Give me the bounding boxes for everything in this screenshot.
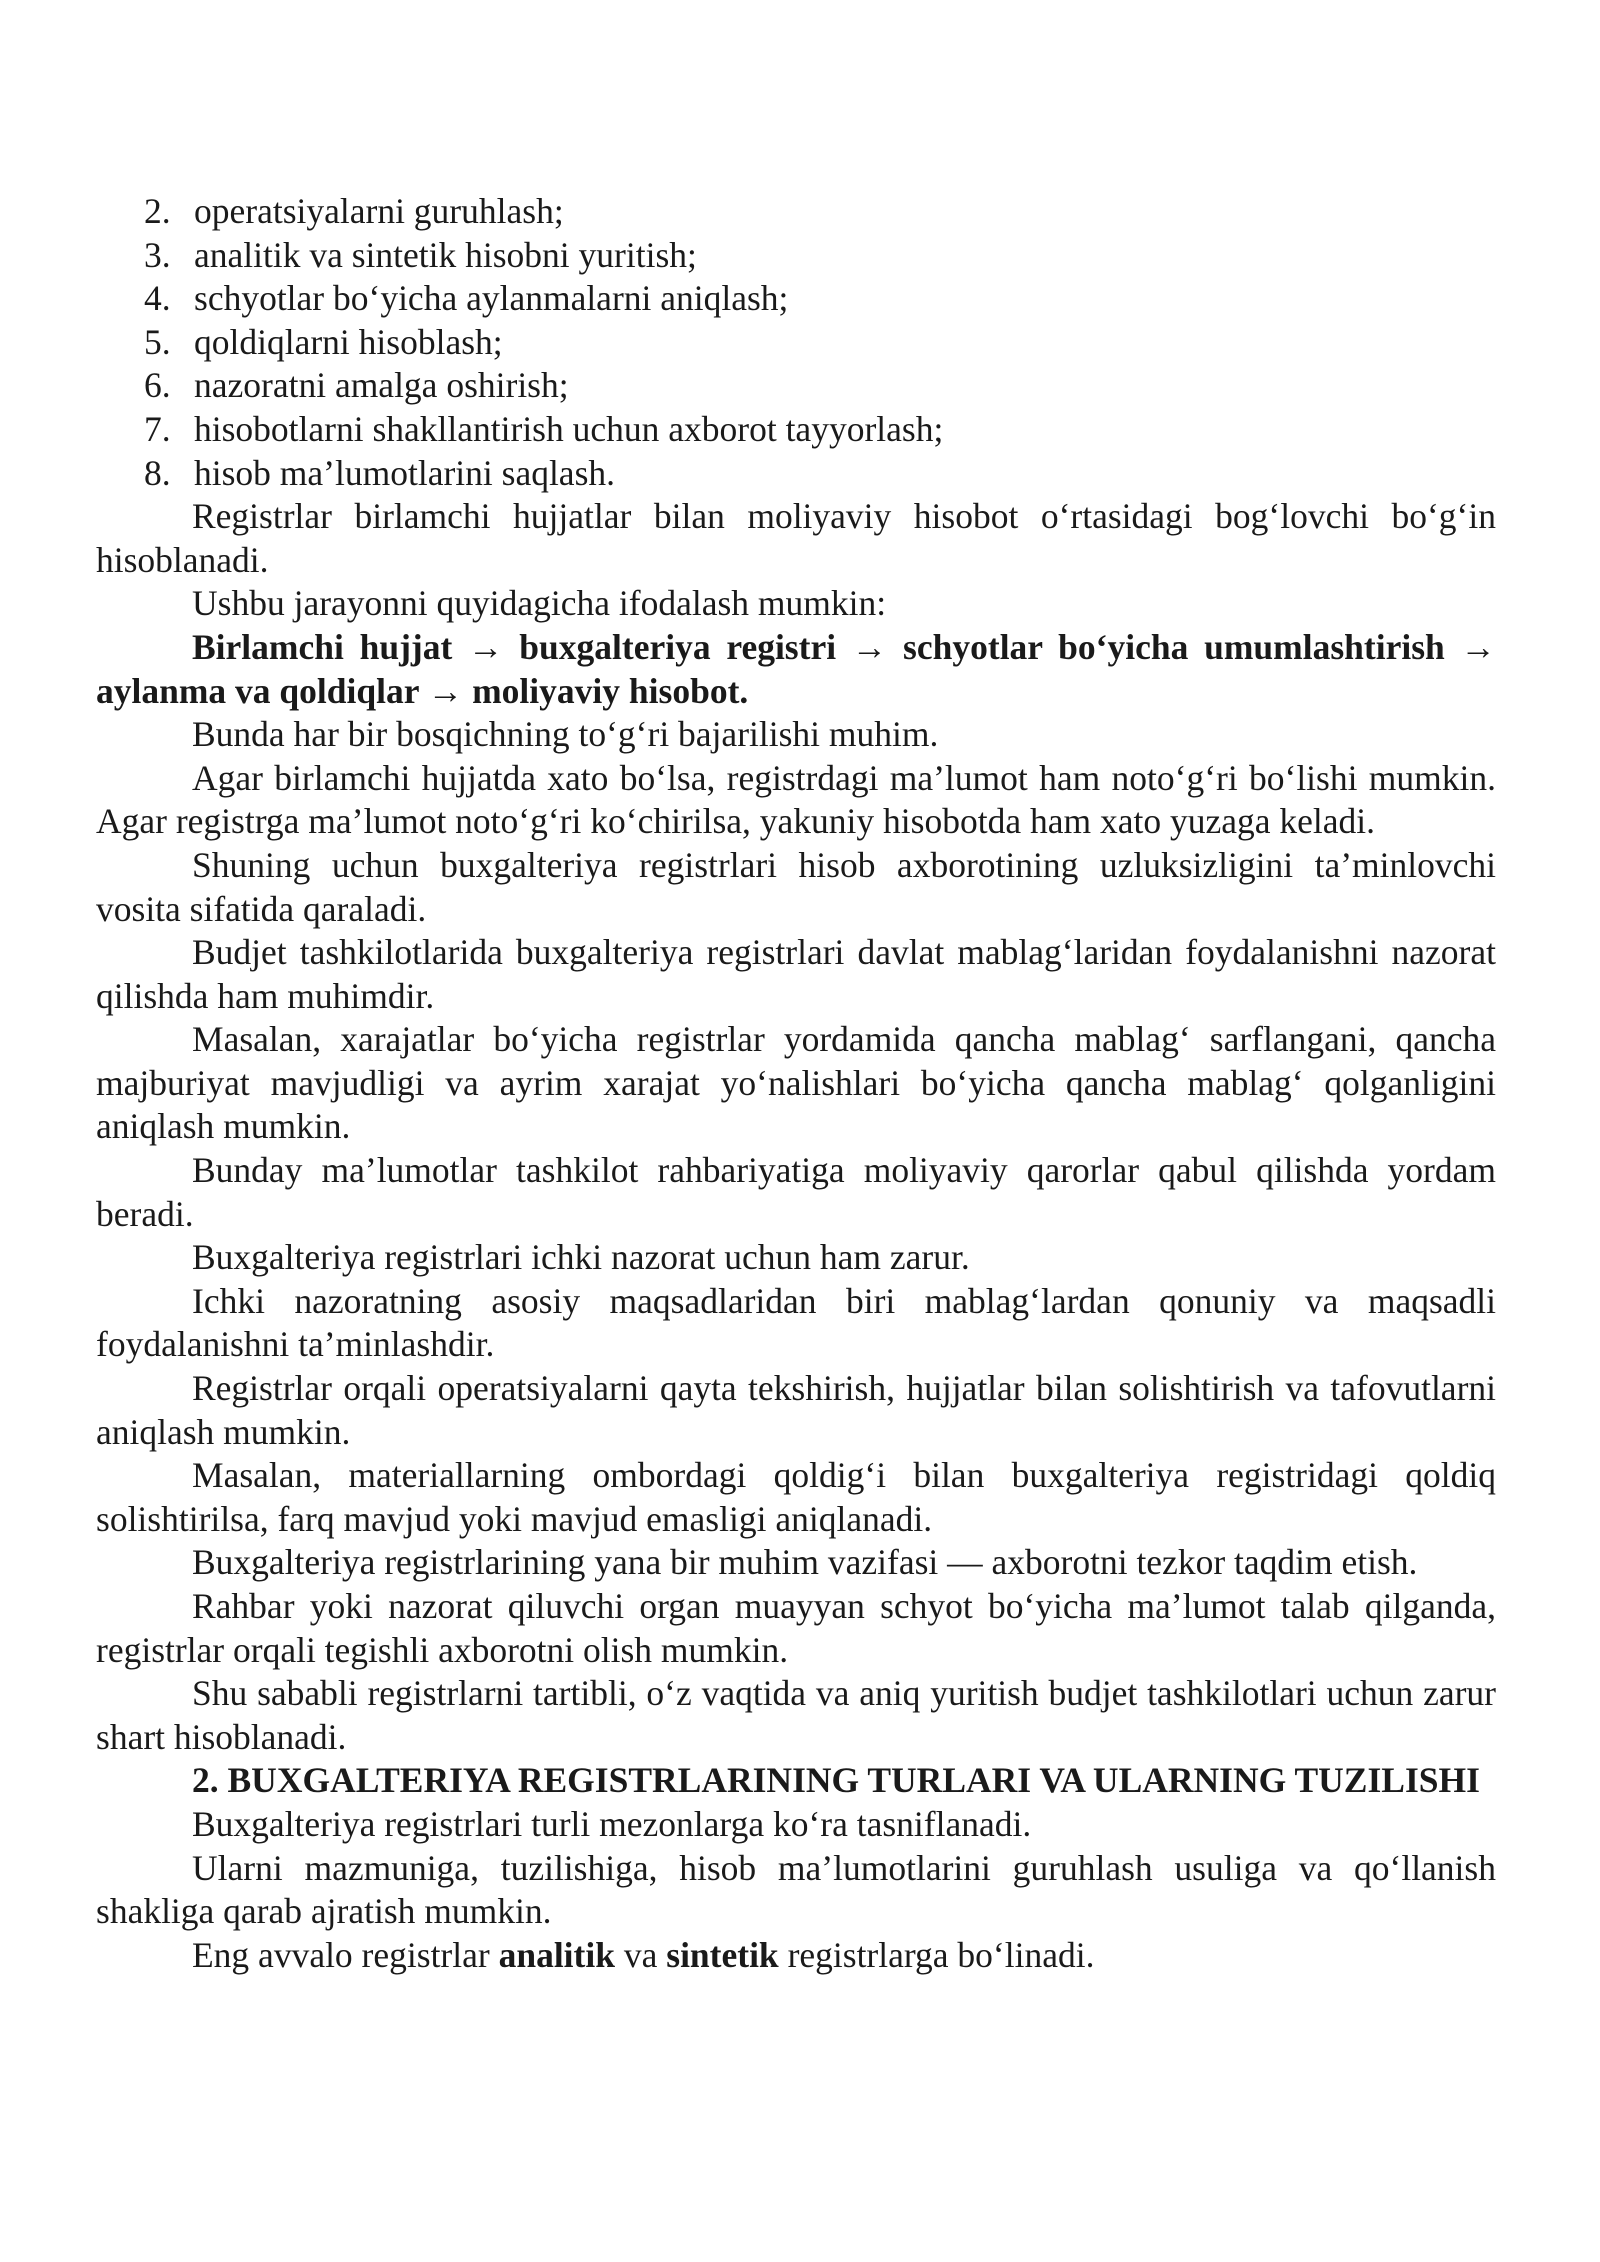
paragraph: Buxgalteriya registrlari turli mezonlarga ko‘ra tasniflanadi. (192, 1803, 1032, 1844)
list-item-text: qoldiqlarni hisoblash; (194, 321, 503, 362)
list-number: 8. (144, 452, 171, 493)
list-item (96, 277, 1496, 321)
numbered-list (96, 190, 1496, 495)
paragraph: Masalan, materiallarning ombordagi qoldig‘i bilan buxgalteriya registridagi qoldiq solishtirilsa, farq mavjud yoki mavjud emasligi aniqlanadi. (96, 1455, 1496, 1539)
paragraph: Ichki nazoratning asosiy maqsadlaridan biri mablag‘lardan qonuniy va maqsadli foydalanishni ta’minlashdir. (96, 1280, 1496, 1365)
list-item-text: operatsiyalarni guruhlash; (194, 191, 564, 231)
list-item (96, 234, 1496, 278)
process-flow: Birlamchi hujjat → buxgalteriya registri → schyotlar bo‘yicha umumlashtirish → aylanma va qoldiqlar → moliyaviy hisobot. (96, 626, 1496, 711)
paragraph: Rahbar yoki nazorat qiluvchi organ muayyan schyot bo‘yicha ma’lumot talab qilganda, registrlar orqali tegishli axborotni olish mumkin. (96, 1586, 1496, 1670)
paragraph: Registrlar birlamchi hujjatlar bilan moliyaviy hisobot o‘rtasidagi bog‘lovchi bo‘g‘in hisoblanadi. (96, 496, 1496, 580)
list-number: 5. (144, 321, 171, 362)
list-item-text: hisobotlarni shakllantirish uchun axborot tayyorlash; (194, 408, 944, 449)
paragraph: Buxgalteriya registrlarining yana bir muhim vazifasi — axborotni tezkor taqdim etish. (192, 1542, 1418, 1583)
document-page (96, 190, 1496, 1977)
paragraph-text: va (614, 1934, 667, 1975)
list-item-text: schyotlar bo‘yicha aylanmalarni aniqlash; (194, 278, 789, 319)
paragraph: Budjet tashkilotlarida buxgalteriya registrlari davlat mablag‘laridan foydalanishni nazorat qilishda ham muhimdir. (96, 932, 1496, 1016)
paragraph: Ushbu jarayonni quyidagicha ifodalash mumkin: (192, 583, 887, 624)
list-number: 6. (144, 365, 171, 406)
paragraph: Bunday ma’lumotlar tashkilot rahbariyatiga moliyaviy qarorlar qabul qilishda yordam beradi. (96, 1150, 1496, 1234)
paragraph: Buxgalteriya registrlari ichki nazorat uchun ham zarur. (192, 1237, 970, 1278)
paragraph: Ularni mazmuniga, tuzilishiga, hisob ma’lumotlarini guruhlash usuliga va qo‘llanish shakliga qarab ajratish mumkin. (96, 1847, 1496, 1932)
bold-term-sintetik: sintetik (666, 1934, 779, 1975)
paragraph: Shuning uchun buxgalteriya registrlari hisob axborotining uzluksizligini ta’minlovchi vosita sifatida qaraladi. (96, 844, 1496, 929)
list-number: 3. (144, 234, 171, 275)
list-number: 2. (144, 191, 171, 231)
paragraph: Shu sababli registrlarni tartibli, o‘z vaqtida va aniq yuritish budjet tashkilotlari uchun zarur shart hisoblanadi. (96, 1673, 1496, 1757)
list-number: 7. (144, 408, 171, 449)
list-item (96, 190, 1496, 234)
paragraph-text: registrlarga bo‘linadi. (778, 1934, 1095, 1975)
list-item-text: analitik va sintetik hisobni yuritish; (194, 234, 697, 275)
paragraph: Registrlar orqali operatsiyalarni qayta tekshirish, hujjatlar bilan solishtirish va tafovutlarni aniqlash mumkin. (96, 1368, 1496, 1452)
paragraph: Masalan, xarajatlar bo‘yicha registrlar yordamida qancha mablag‘ sarflangani, qancha majburiyat mavjudligi va ayrim xarajat yo‘nalishlari bo‘yicha qancha mablag‘ qolganligini aniqlash mumkin. (96, 1019, 1496, 1147)
list-item (96, 364, 1496, 408)
paragraph: Bunda har bir bosqichning to‘g‘ri bajarilishi muhim. (192, 714, 939, 755)
section-heading: 2. BUXGALTERIYA REGISTRLARINING TURLARI VA ULARNING TUZILISHI (192, 1760, 1480, 1801)
list-item-text: nazoratni amalga oshirish; (194, 365, 569, 406)
bold-term-analitik: analitik (498, 1934, 615, 1975)
list-number: 4. (144, 278, 171, 319)
paragraph: Agar birlamchi hujjatda xato bo‘lsa, registrdagi ma’lumot ham noto‘g‘ri bo‘lishi mumkin. Agar registrga ma’lumot noto‘g‘ri ko‘chirilsa, yakuniy hisobotda ham xato yuzaga keladi. (96, 757, 1496, 842)
list-item (96, 452, 1496, 496)
list-item-text: hisob ma’lumotlarini saqlash. (194, 452, 616, 493)
list-item (96, 321, 1496, 365)
list-item (96, 408, 1496, 452)
paragraph-text: Eng avvalo registrlar (192, 1934, 499, 1975)
paragraph (96, 1934, 1496, 1978)
